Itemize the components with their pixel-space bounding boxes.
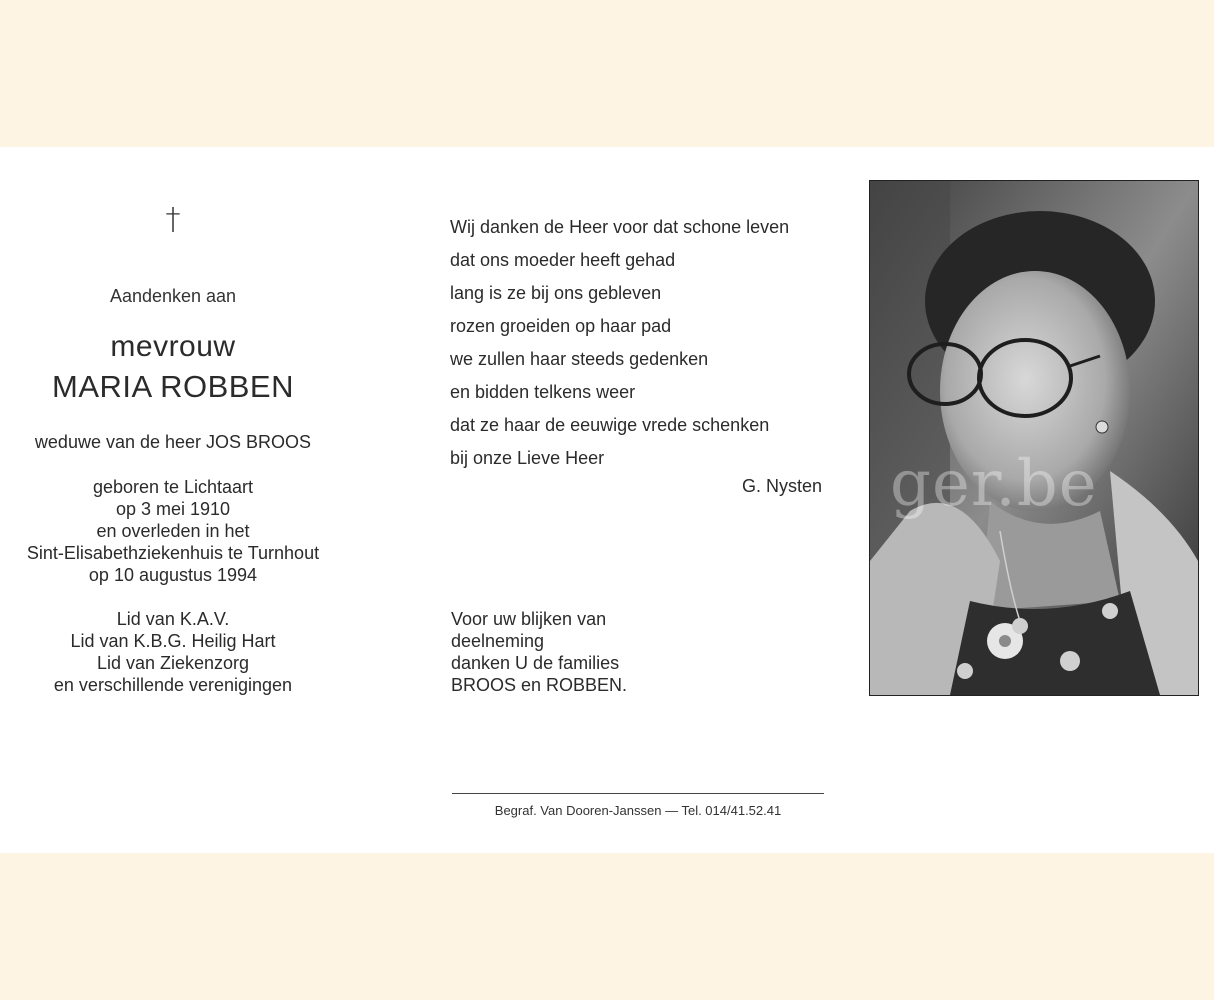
thanks-message — [451, 608, 751, 696]
bio-line: geboren te Lichtaart — [92, 477, 254, 497]
poem-line: dat ons moeder heeft gehad — [450, 250, 676, 270]
remembrance-label: Aandenken aan — [109, 286, 237, 306]
membership-line: Lid van K.B.G. Heilig Hart — [70, 631, 276, 651]
poem-line: lang is ze bij ons gebleven — [450, 283, 662, 303]
bio-line: Sint-Elisabethziekenhuis te Turnhout — [26, 543, 320, 563]
membership-line: Lid van K.A.V. — [116, 609, 230, 629]
memberships — [0, 608, 346, 696]
cross-icon: † — [165, 202, 181, 237]
membership-line: Lid van Ziekenzorg — [96, 653, 250, 673]
portrait-image — [870, 181, 1198, 695]
poem-line: en bidden telkens weer — [450, 382, 636, 402]
bio-line: op 3 mei 1910 — [115, 499, 231, 519]
membership-line: en verschillende verenigingen — [53, 675, 293, 695]
poem-line: bij onze Lieve Heer — [450, 448, 605, 468]
deceased-name: MARIA ROBBEN — [52, 369, 294, 404]
poem-line: rozen groeiden op haar pad — [450, 316, 672, 336]
honorific: mevrouw — [110, 330, 236, 363]
bio-line: op 10 augustus 1994 — [88, 565, 258, 585]
biography — [0, 476, 346, 586]
divider — [452, 793, 824, 794]
bio-line: en overleden in het — [96, 521, 250, 541]
poem-line: we zullen haar steeds gedenken — [450, 349, 709, 369]
widow-line: weduwe van de heer JOS BROOS — [34, 432, 312, 452]
thanks-line: danken U de families — [451, 653, 620, 673]
memorial-card — [0, 147, 1214, 853]
poem — [450, 211, 830, 475]
watermark: ger.be — [890, 447, 1098, 521]
thanks-line: BROOS en ROBBEN. — [451, 675, 628, 695]
poem-line: Wij danken de Heer voor dat schone leven — [450, 217, 790, 237]
portrait-photo — [869, 180, 1199, 696]
poem-author: G. Nysten — [741, 476, 822, 496]
poem-line: dat ze haar de eeuwige vrede schenken — [450, 415, 770, 435]
printer-credit: Begraf. Van Dooren-Janssen — Tel. 014/41.52.41 — [494, 803, 782, 818]
thanks-line: Voor uw blijken van — [451, 609, 607, 629]
thanks-line: deelneming — [451, 631, 545, 651]
